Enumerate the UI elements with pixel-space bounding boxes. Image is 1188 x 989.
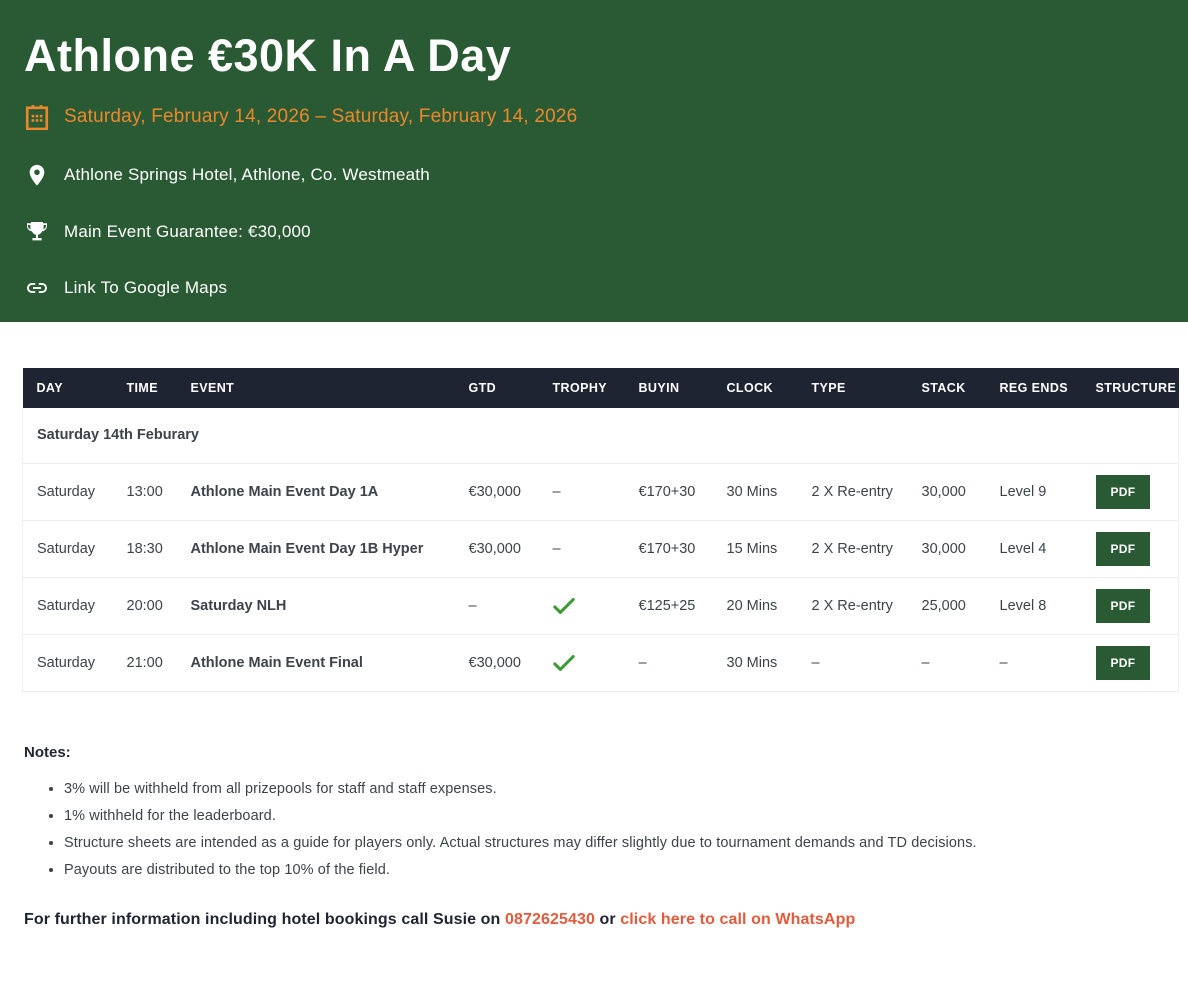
event-location-row [24, 162, 1164, 188]
contact-info [0, 889, 1188, 989]
cell-day: Saturday [23, 577, 113, 634]
column-header-type: TYPE [798, 368, 908, 408]
column-header-trophy: TROPHY [539, 368, 625, 408]
table-row [23, 577, 1179, 634]
cell-day: Saturday [23, 520, 113, 577]
cell-type: 2 X Re-entry [798, 463, 908, 520]
contact-text-prefix: For further information including hotel bookings call Susie on [24, 910, 505, 928]
cell-structure [1082, 463, 1179, 520]
cell-reg-ends: Level 9 [986, 463, 1082, 520]
structure-pdf-button[interactable]: PDF [1096, 532, 1151, 566]
whatsapp-link[interactable]: click here to call on WhatsApp [620, 910, 856, 928]
event-date-range: Saturday, February 14, 2026 – Saturday, February 14, 2026 [64, 106, 578, 127]
calendar-icon [24, 104, 50, 130]
cell-event: Saturday NLH [177, 577, 455, 634]
column-header-event: EVENT [177, 368, 455, 408]
cell-reg-ends: Level 8 [986, 577, 1082, 634]
cell-time: 18:30 [113, 520, 177, 577]
cell-time: 13:00 [113, 463, 177, 520]
cell-type: – [798, 634, 908, 691]
cell-clock: 20 Mins [713, 577, 798, 634]
cell-gtd: €30,000 [455, 634, 539, 691]
google-maps-link[interactable]: Link To Google Maps [64, 278, 228, 297]
note-item: • 3% will be withheld from all prizepools for staff and staff expenses. [64, 781, 1164, 797]
cell-time: 21:00 [113, 634, 177, 691]
cell-trophy: – [539, 520, 625, 577]
event-guarantee-row [24, 220, 1164, 244]
cell-buyin: €170+30 [625, 520, 713, 577]
event-dates-row [24, 104, 1164, 130]
cell-type: 2 X Re-entry [798, 520, 908, 577]
cell-structure [1082, 520, 1179, 577]
column-header-clock: CLOCK [713, 368, 798, 408]
notes-list [64, 781, 1164, 878]
cell-event: Athlone Main Event Final [177, 634, 455, 691]
notes-section [0, 692, 1188, 878]
note-item: • 1% withheld for the leaderboard. [64, 808, 1164, 824]
group-label: Saturday 14th Feburary [23, 408, 1179, 463]
column-header-structure: STRUCTURE [1082, 368, 1179, 408]
cell-event: Athlone Main Event Day 1B Hyper [177, 520, 455, 577]
maps-link-row [24, 276, 1164, 300]
cell-stack: 30,000 [908, 520, 986, 577]
cell-trophy [539, 577, 625, 634]
trophy-check-icon [553, 654, 575, 672]
cell-structure [1082, 634, 1179, 691]
cell-reg-ends: Level 4 [986, 520, 1082, 577]
phone-link[interactable]: 0872625430 [504, 910, 595, 928]
cell-buyin: – [625, 634, 713, 691]
notes-heading: Notes: [24, 743, 71, 761]
cell-stack: 25,000 [908, 577, 986, 634]
schedule-table [22, 368, 1179, 692]
page-title: Athlone €30K In A Day [24, 30, 512, 81]
cell-gtd: €30,000 [455, 520, 539, 577]
table-row [23, 634, 1179, 691]
cell-stack: 30,000 [908, 463, 986, 520]
column-header-reg-ends: REG ENDS [986, 368, 1082, 408]
cell-buyin: €170+30 [625, 463, 713, 520]
column-header-day: DAY [23, 368, 113, 408]
cell-time: 20:00 [113, 577, 177, 634]
link-icon [24, 276, 50, 300]
trophy-check-icon [553, 597, 575, 615]
structure-pdf-button[interactable]: PDF [1096, 475, 1151, 509]
cell-trophy [539, 634, 625, 691]
cell-structure [1082, 577, 1179, 634]
column-header-stack: STACK [908, 368, 986, 408]
cell-day: Saturday [23, 634, 113, 691]
event-location: Athlone Springs Hotel, Athlone, Co. Westmeath [64, 165, 430, 184]
cell-clock: 15 Mins [713, 520, 798, 577]
column-header-buyin: BUYIN [625, 368, 713, 408]
cell-trophy: – [539, 463, 625, 520]
table-row [23, 463, 1179, 520]
cell-day: Saturday [23, 463, 113, 520]
schedule-table-container [0, 322, 1188, 692]
cell-stack: – [908, 634, 986, 691]
table-group-row [23, 408, 1179, 463]
structure-pdf-button[interactable]: PDF [1096, 589, 1151, 623]
cell-gtd: €30,000 [455, 463, 539, 520]
cell-reg-ends: – [986, 634, 1082, 691]
contact-text-middle: or [594, 910, 621, 928]
cell-clock: 30 Mins [713, 463, 798, 520]
location-pin-icon [24, 162, 50, 188]
event-header-banner [0, 0, 1188, 322]
cell-type: 2 X Re-entry [798, 577, 908, 634]
schedule-table-header [23, 368, 1179, 408]
column-header-time: TIME [113, 368, 177, 408]
cell-buyin: €125+25 [625, 577, 713, 634]
trophy-icon [24, 220, 50, 244]
note-item: • Structure sheets are intended as a guide for players only. Actual structures may differ slightly due to tournament demands and TD decisions. [64, 835, 1164, 851]
cell-event: Athlone Main Event Day 1A [177, 463, 455, 520]
cell-clock: 30 Mins [713, 634, 798, 691]
cell-gtd: – [455, 577, 539, 634]
event-guarantee: Main Event Guarantee: €30,000 [64, 222, 311, 241]
table-row [23, 520, 1179, 577]
structure-pdf-button[interactable]: PDF [1096, 646, 1151, 680]
note-item: • Payouts are distributed to the top 10% of the field. [64, 862, 1164, 878]
column-header-gtd: GTD [455, 368, 539, 408]
